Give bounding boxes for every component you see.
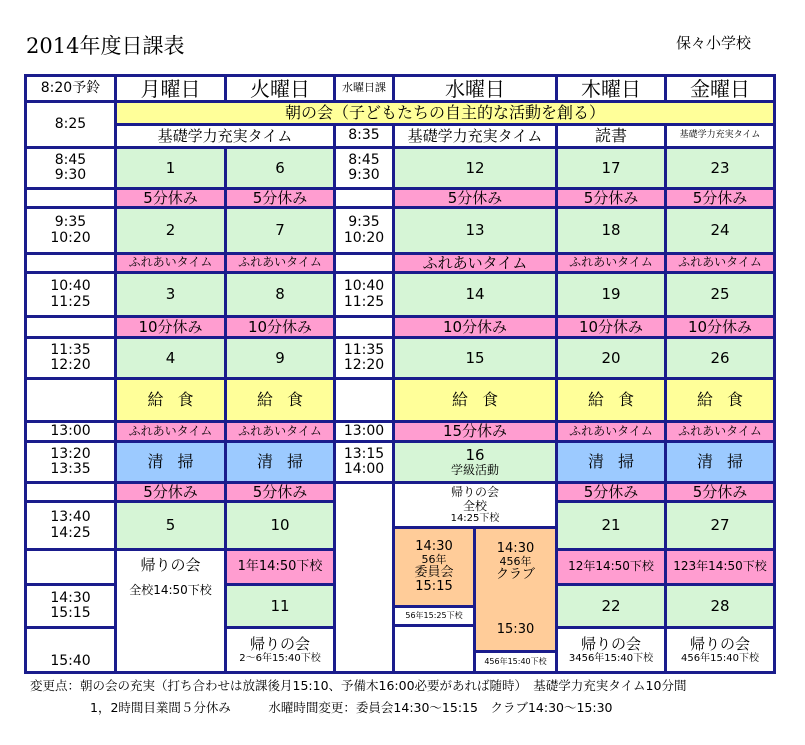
lesson-fri-4: 26 (667, 339, 773, 377)
reading-thu: 読書 (558, 126, 664, 146)
morning-assembly: 朝の会（子どもたちの自主的な活動を創る） (117, 103, 773, 123)
timetable (24, 74, 776, 674)
fri-homeroom-end: 帰りの会 456年15:40下校 (667, 629, 773, 671)
break-fri-2: 5分休み (667, 484, 773, 500)
lesson-mon-2: 2 (117, 209, 224, 252)
kiso-fri: 基礎学力充実タイム (667, 126, 773, 146)
header-monday: 月曜日 (117, 77, 224, 100)
time-wed-period-2: 9:35 10:20 (336, 209, 392, 252)
header-wed-time: 水曜日課 (336, 77, 392, 100)
kiso-mon-tue: 基礎学力充実タイム (117, 126, 333, 146)
time-period-4: 11:35 12:20 (27, 339, 114, 377)
kiso-wed: 基礎学力充実タイム (395, 126, 555, 146)
fureai-thu: ふれあいタイム (558, 255, 664, 271)
break10-thu: 10分休み (558, 318, 664, 336)
time-period-1: 8:45 9:30 (27, 149, 114, 187)
cleaning-tue: 清掃 (227, 443, 333, 481)
fureai2-fri: ふれあいタイム (667, 423, 773, 440)
lesson-thu-6: 22 (558, 586, 664, 626)
homeroom-activity: 学級活動 (450, 462, 499, 477)
fureai2-tue: ふれあいタイム (227, 423, 333, 440)
tue-early-dismissal: 1年14:50下校 (227, 551, 333, 583)
break10-mon: 10分休み (117, 318, 224, 336)
lesson-fri-6: 28 (667, 586, 773, 626)
change-notes (30, 678, 780, 715)
lesson-wed-3: 14 (395, 274, 555, 315)
time-blank (27, 318, 114, 336)
thu-homeroom-end: 帰りの会 3456年15:40下校 (558, 629, 664, 671)
wed-homeroom-end: 帰りの会 全校 14:25下校 (395, 484, 555, 526)
break-tue-2: 5分休み (227, 484, 333, 500)
time-blank (336, 255, 392, 271)
fureai2-thu: ふれあいタイム (558, 423, 664, 440)
lesson-tue-5: 10 (227, 503, 333, 548)
page-title: 2014年度日課表 (26, 34, 185, 58)
break-thu-2: 5分休み (558, 484, 664, 500)
time-blank (336, 318, 392, 336)
lesson-fri-5: 27 (667, 503, 773, 548)
time-blank (336, 380, 392, 420)
time-13-00: 13:00 (27, 423, 114, 440)
break10-fri: 10分休み (667, 318, 773, 336)
fureai-wed: ふれあいタイム (395, 255, 555, 271)
lesson-fri-1: 23 (667, 149, 773, 187)
lesson-thu-5: 21 (558, 503, 664, 548)
lunch-wed: 給食 (395, 380, 555, 420)
header-tuesday: 火曜日 (227, 77, 333, 100)
lesson-wed-4: 15 (395, 339, 555, 377)
break-mon-2: 5分休み (117, 484, 224, 500)
lunch-mon: 給食 (117, 380, 224, 420)
note-line-2: 1，2時間目業間５分休み 水曜時間変更：委員会14:30〜15:15 クラブ14:30〜15:30 (90, 699, 613, 715)
cleaning-thu: 清掃 (558, 443, 664, 481)
lesson-tue-4: 9 (227, 339, 333, 377)
time-15-40: 15:40 (27, 629, 114, 671)
club-block: 14:30 456年 クラブ 15:30 (476, 529, 555, 650)
lesson-mon-4: 4 (117, 339, 224, 377)
time-wed-period-1: 8:45 9:30 (336, 149, 392, 187)
time-cleaning: 13:20 13:35 (27, 443, 114, 481)
header-time: 8:20予鈴 (27, 77, 114, 100)
time-wed-period-3: 10:40 11:25 (336, 274, 392, 315)
break10-wed: 10分休み (395, 318, 555, 336)
lunch-fri: 給食 (667, 380, 773, 420)
break-wed-1: 5分休み (395, 190, 555, 206)
time-blank (27, 255, 114, 271)
time-blank (336, 190, 392, 206)
committee-block: 14:30 56年 委員会 15:15 (395, 529, 473, 605)
time-blank (27, 551, 114, 583)
lesson-wed-2: 13 (395, 209, 555, 252)
cleaning-fri: 清掃 (667, 443, 773, 481)
lesson-thu-4: 20 (558, 339, 664, 377)
time-blank (27, 190, 114, 206)
fureai-mon: ふれあいタイム (117, 255, 224, 271)
lesson-thu-1: 17 (558, 149, 664, 187)
header-thursday: 木曜日 (558, 77, 664, 100)
lesson-tue-2: 7 (227, 209, 333, 252)
lesson-wed-5: 16 学級活動 (395, 443, 555, 481)
tue-homeroom-end: 帰りの会 2〜6年15:40下校 (227, 629, 333, 671)
time-period-3: 10:40 11:25 (27, 274, 114, 315)
lesson-thu-2: 18 (558, 209, 664, 252)
break-thu-1: 5分休み (558, 190, 664, 206)
club-dismissal: 456年15:40下校 (476, 653, 555, 671)
lunch-tue: 給食 (227, 380, 333, 420)
lesson-fri-3: 25 (667, 274, 773, 315)
committee-dismissal: 56年15:25下校 (395, 608, 473, 624)
mon-homeroom-end: 帰りの会 全校14:50下校 (117, 551, 224, 671)
lesson-mon-3: 3 (117, 274, 224, 315)
lesson-mon-1: 1 (117, 149, 224, 187)
time-wed-13-00: 13:00 (336, 423, 392, 440)
time-period-5: 13:40 14:25 (27, 503, 114, 548)
lesson-tue-3: 8 (227, 274, 333, 315)
fri-early-dismissal: 123年14:50下校 (667, 551, 773, 583)
school-name: 保々小学校 (676, 34, 752, 52)
break15-wed: 15分休み (395, 423, 555, 440)
wed-time-empty (336, 484, 392, 671)
time-8-35: 8:35 (336, 126, 392, 146)
break-tue-1: 5分休み (227, 190, 333, 206)
lesson-mon-5: 5 (117, 503, 224, 548)
time-blank (27, 380, 114, 420)
time-blank (27, 484, 114, 500)
note-line-1: 変更点：朝の会の充実（打ち合わせは放課後月15:10、予備木16:00必要があれば随時） 基礎学力充実タイム10分間 (30, 678, 687, 693)
break-fri-1: 5分休み (667, 190, 773, 206)
lesson-thu-3: 19 (558, 274, 664, 315)
fureai-fri: ふれあいタイム (667, 255, 773, 271)
lesson-tue-1: 6 (227, 149, 333, 187)
lesson-wed-1: 12 (395, 149, 555, 187)
thu-early-dismissal: 12年14:50下校 (558, 551, 664, 583)
header-wednesday: 水曜日 (395, 77, 555, 100)
time-period-2: 9:35 10:20 (27, 209, 114, 252)
time-period-6: 14:30 15:15 (27, 586, 114, 626)
cleaning-mon: 清掃 (117, 443, 224, 481)
time-wed-period-4: 11:35 12:20 (336, 339, 392, 377)
lesson-fri-2: 24 (667, 209, 773, 252)
fureai2-mon: ふれあいタイム (117, 423, 224, 440)
break10-tue: 10分休み (227, 318, 333, 336)
fureai-tue: ふれあいタイム (227, 255, 333, 271)
break-mon-1: 5分休み (117, 190, 224, 206)
lunch-thu: 給食 (558, 380, 664, 420)
time-8-25: 8:25 (27, 103, 114, 146)
lesson-tue-6: 11 (227, 586, 333, 626)
time-wed-club: 13:15 14:00 (336, 443, 392, 481)
header-friday: 金曜日 (667, 77, 773, 100)
wed-empty (395, 627, 473, 671)
